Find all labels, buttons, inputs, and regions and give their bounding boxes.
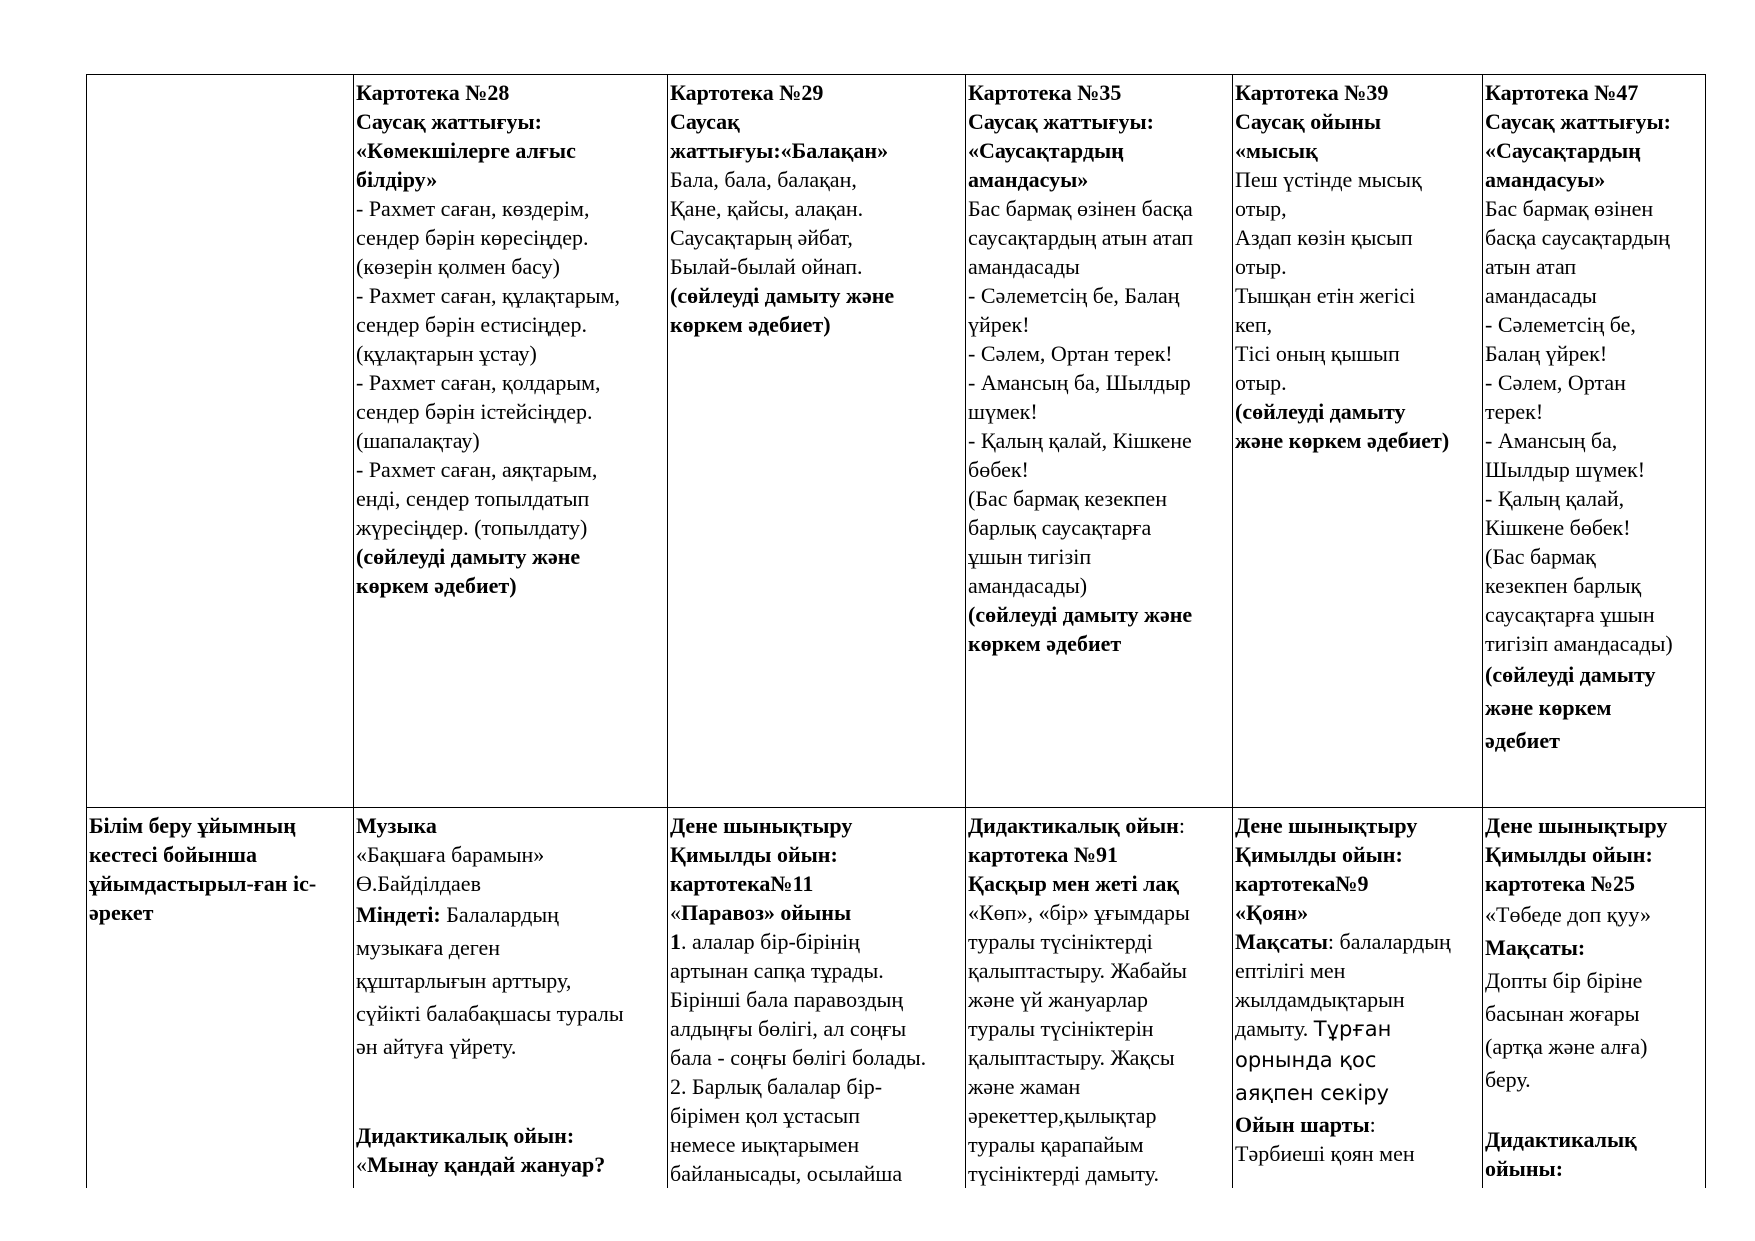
text-line: «Көмекшілерге алғыс — [356, 138, 576, 163]
text-line: туралы түсініктерді — [968, 929, 1153, 954]
text-line: музыкаға деген — [356, 935, 501, 960]
text-line: (сөйлеуді дамыту және — [356, 544, 581, 569]
text-line: туралы түсініктерін — [968, 1016, 1154, 1041]
text-line — [356, 1150, 666, 1179]
text-line — [670, 927, 964, 956]
text-line: Былай-былай ойнап. — [670, 254, 863, 279]
text-line: ойыны: — [1485, 1156, 1564, 1181]
text-line: картотека№9 — [1235, 871, 1369, 896]
text-line: атын атап — [1485, 254, 1577, 279]
text-line: амандасуы» — [1485, 167, 1606, 192]
blank-line — [1485, 1096, 1704, 1125]
text-line: Саусақ жаттығуы: — [356, 109, 542, 134]
text-line: - Сәлем, Ортан терек! — [968, 341, 1173, 366]
text-line: (артқа және алға) — [1485, 1034, 1648, 1059]
text-run: « — [670, 900, 681, 925]
text-line: (сөйлеуді дамыту және — [968, 602, 1193, 627]
text-line: үйрек! — [968, 312, 1030, 337]
table-row — [87, 808, 1706, 1189]
blank-line — [356, 1092, 666, 1121]
text-line: Дене шынықтыру — [1485, 813, 1668, 838]
text-line: Саусақ ойыны — [1235, 109, 1382, 134]
text-line — [670, 898, 964, 927]
text-line: отыр. — [1235, 370, 1287, 395]
text-line: және көркем әдебиет) — [1235, 428, 1450, 453]
text-line: - Қалың қалай, — [1485, 486, 1625, 511]
text-line: Бірінші бала паравоздың — [670, 987, 904, 1012]
text-line: Дидактикалық ойын: — [356, 1123, 575, 1148]
text-line: Шылдыр шүмек! — [1485, 457, 1646, 482]
text-line: Допты бір біріне — [1485, 968, 1643, 993]
text-line: барлық саусақтарға — [968, 515, 1152, 540]
text-line — [1235, 1014, 1481, 1044]
text-line: Қане, қайсы, алақан. — [670, 196, 864, 221]
text-line: әдебиет — [1485, 728, 1560, 753]
text-line: аяқпен секіру — [1235, 1081, 1389, 1105]
text-line: 2. Барлық балалар бір- — [670, 1074, 883, 1099]
text-run: « — [356, 1152, 367, 1177]
text-line: Дидактикалық — [1485, 1127, 1637, 1152]
text-line: жүресіңдер. (топылдату) — [356, 515, 588, 540]
text-run: Мынау қандай жануар? — [367, 1152, 606, 1177]
text-line: (шапалақтау) — [356, 428, 480, 453]
table-row — [87, 75, 1706, 808]
text-line: Қимылды ойын: — [1235, 842, 1403, 867]
text-line: білдіру» — [356, 167, 438, 192]
text-line: Саусақ жаттығуы: — [968, 109, 1154, 134]
text-line: артынан сапқа тұрады. — [670, 958, 884, 983]
text-line: «Бақшаға барамын» — [356, 842, 545, 867]
text-line: Ө.Байділдаев — [356, 871, 481, 896]
text-run: Паравоз» ойыны — [681, 900, 852, 925]
text-line: (Бас бармақ кезекпен — [968, 486, 1167, 511]
text-line: - Рахмет саған, көздерім, — [356, 196, 590, 221]
text-line: - Қалың қалай, Кішкене — [968, 428, 1192, 453]
text-line: Мақсаты: — [1485, 935, 1586, 960]
text-line: кеп, — [1235, 312, 1273, 337]
text-line: сендер бәрін естисіңдер. — [356, 312, 587, 337]
text-line: амандасуы» — [968, 167, 1089, 192]
text-run: Міндеті: — [356, 902, 441, 927]
text-line: Кішкене бөбек! — [1485, 515, 1631, 540]
table-cell — [668, 808, 966, 1189]
text-line: - Рахмет саған, құлақтарым, — [356, 283, 620, 308]
text-line: және көркем — [1485, 695, 1612, 720]
text-line: Картотека №39 — [1235, 80, 1389, 105]
text-line: көркем әдебиет — [968, 631, 1122, 656]
table-cell — [966, 75, 1233, 808]
text-line: кезекпен барлық — [1485, 573, 1642, 598]
text-line: Қимылды ойын: — [1485, 842, 1653, 867]
text-line: (көзерін қолмен басу) — [356, 254, 560, 279]
text-run: : — [1369, 1112, 1376, 1137]
text-run: Балалардың — [440, 902, 559, 927]
text-line: туралы қарапайым — [968, 1132, 1144, 1157]
text-line: Балаң үйрек! — [1485, 341, 1608, 366]
text-line: отыр, — [1235, 196, 1287, 221]
text-line: Пеш үстінде мысық — [1235, 167, 1422, 192]
text-line: әрекет — [89, 900, 154, 925]
text-line: картотека №91 — [968, 842, 1119, 867]
text-line: Бас бармақ өзінен — [1485, 196, 1654, 221]
text-line: жылдамдықтарын — [1235, 987, 1405, 1012]
text-line: - Сәлеметсің бе, — [1485, 312, 1636, 337]
text-line: басқа саусақтардың — [1485, 225, 1670, 250]
text-line: бөбек! — [968, 457, 1029, 482]
text-line: «Көп», «бір» ұғымдары — [968, 900, 1190, 925]
text-line: Музыка — [356, 813, 437, 838]
text-run: Мақсаты — [1235, 929, 1328, 954]
text-line: жаттығуы:«Балақан» — [670, 138, 889, 163]
text-line: Қимылды ойын: — [670, 842, 838, 867]
text-line: амандасады) — [968, 573, 1088, 598]
text-run: . алалар бір-бірінің — [681, 929, 860, 954]
table-cell — [966, 808, 1233, 1189]
text-line: орнында қос — [1235, 1048, 1377, 1072]
table-cell — [1233, 75, 1483, 808]
text-line: кестесі бойынша — [89, 842, 257, 867]
text-line: Қасқыр мен жеті лақ — [968, 871, 1180, 896]
text-line: «Төбеде доп қуу» — [1485, 902, 1651, 927]
text-line: амандасады — [1485, 283, 1597, 308]
text-line: қалыптастыру. Жабайы — [968, 958, 1187, 983]
text-line — [1235, 927, 1481, 956]
text-line: құштарлығын арттыру, — [356, 968, 572, 993]
text-line: Дене шынықтыру — [1235, 813, 1418, 838]
text-line: (құлақтарын ұстау) — [356, 341, 537, 366]
text-line: бала - соңғы бөлігі болады. — [670, 1045, 927, 1070]
table-cell — [1483, 808, 1706, 1189]
text-line: және үй жануарлар — [968, 987, 1148, 1012]
text-line: - Амансың ба, — [1485, 428, 1618, 453]
text-line: беру. — [1485, 1067, 1531, 1092]
text-line: бірімен қол ұстасып — [670, 1103, 860, 1128]
text-line: (сөйлеуді дамыту — [1235, 399, 1406, 424]
text-line: (Бас бармақ — [1485, 544, 1596, 569]
text-line: Картотека №47 — [1485, 80, 1639, 105]
text-line: - Амансың ба, Шылдыр — [968, 370, 1191, 395]
text-line: және жаман — [968, 1074, 1081, 1099]
text-line: Саусақ — [670, 109, 740, 134]
text-line: Дене шынықтыру — [670, 813, 853, 838]
table-cell — [1233, 808, 1483, 1189]
text-line: «Қоян» — [1235, 900, 1309, 925]
text-line: - Рахмет саған, қолдарым, — [356, 370, 601, 395]
table-cell — [1483, 75, 1706, 808]
text-line: «Саусақтардың — [1485, 138, 1641, 163]
plan-table — [86, 74, 1706, 1188]
text-line: байланысады, осылайша — [670, 1161, 903, 1186]
text-run: 1 — [670, 929, 681, 954]
text-line: сендер бәрін көресіңдер. — [356, 225, 589, 250]
text-line: Картотека №28 — [356, 80, 510, 105]
text-run: : — [1178, 813, 1185, 838]
text-line: тигізіп амандасады) — [1485, 631, 1673, 656]
text-line: сүйікті балабақшасы туралы — [356, 1001, 624, 1026]
text-line: - Рахмет саған, аяқтарым, — [356, 457, 598, 482]
text-line: Тісі оның қышып — [1235, 341, 1400, 366]
text-line: әрекеттер,қылықтар — [968, 1103, 1157, 1128]
text-line: ұшын тигізіп — [968, 544, 1092, 569]
text-line: қалыптастыру. Жақсы — [968, 1045, 1175, 1070]
text-run: : балалардың — [1327, 929, 1451, 954]
text-line: «Саусақтардың — [968, 138, 1124, 163]
text-line — [356, 898, 666, 931]
text-run: Ойын шарты — [1235, 1112, 1370, 1137]
text-line: түсініктерді дамыту. — [968, 1161, 1159, 1186]
text-line: Саусақтарың әйбат, — [670, 225, 853, 250]
text-line: саусақтарға ұшын — [1485, 602, 1655, 627]
text-line: Бала, бала, балақан, — [670, 167, 857, 192]
text-line: көркем әдебиет) — [356, 573, 517, 598]
table-cell — [87, 75, 354, 808]
text-line: (сөйлеуді дамыту — [1485, 662, 1656, 687]
text-line: (сөйлеуді дамыту және — [670, 283, 895, 308]
text-line: - Сәлем, Ортан — [1485, 370, 1626, 395]
text-line: картотека№11 — [670, 871, 814, 896]
text-line: Картотека №29 — [670, 80, 824, 105]
text-line: Тышқан етін жегісі — [1235, 283, 1416, 308]
text-line: терек! — [1485, 399, 1544, 424]
text-line: шүмек! — [968, 399, 1038, 424]
text-line: Саусақ жаттығуы: — [1485, 109, 1671, 134]
text-line: Тәрбиеші қоян мен — [1235, 1141, 1415, 1166]
text-line: немесе иықтарымен — [670, 1132, 860, 1157]
table-cell — [87, 808, 354, 1189]
text-line: - Сәлеметсің бе, Балаң — [968, 283, 1180, 308]
text-line: алдыңғы бөлігі, ал соңғы — [670, 1016, 907, 1041]
text-line: ән айтуға үйрету. — [356, 1034, 517, 1059]
text-line: ептілігі мен — [1235, 958, 1346, 983]
text-line: енді, сендер топылдатып — [356, 486, 590, 511]
text-line: ұйымдастырыл-ған іс- — [89, 871, 317, 896]
text-line: отыр. — [1235, 254, 1287, 279]
text-line: Бас бармақ өзінен басқа — [968, 196, 1193, 221]
text-line — [968, 811, 1231, 840]
text-line: Білім беру ұйымның — [89, 813, 296, 838]
text-line: басынан жоғары — [1485, 1001, 1640, 1026]
text-line — [1235, 1110, 1481, 1139]
text-line: Аздап көзін қысып — [1235, 225, 1413, 250]
text-line: «мысық — [1235, 138, 1318, 163]
text-line: көркем әдебиет) — [670, 312, 831, 337]
text-line: картотека №25 — [1485, 871, 1636, 896]
table-cell — [354, 75, 668, 808]
text-line: амандасады — [968, 254, 1080, 279]
table-cell — [668, 75, 966, 808]
text-run: Тұрған — [1313, 1017, 1392, 1041]
text-run: дамыту. — [1235, 1016, 1314, 1041]
blank-line — [356, 1063, 666, 1092]
text-run: Дидактикалық ойын — [968, 813, 1179, 838]
text-line: саусақтардың атын атап — [968, 225, 1193, 250]
table-cell — [354, 808, 668, 1189]
text-line: сендер бәрін істейсіңдер. — [356, 399, 593, 424]
text-line: Картотека №35 — [968, 80, 1122, 105]
